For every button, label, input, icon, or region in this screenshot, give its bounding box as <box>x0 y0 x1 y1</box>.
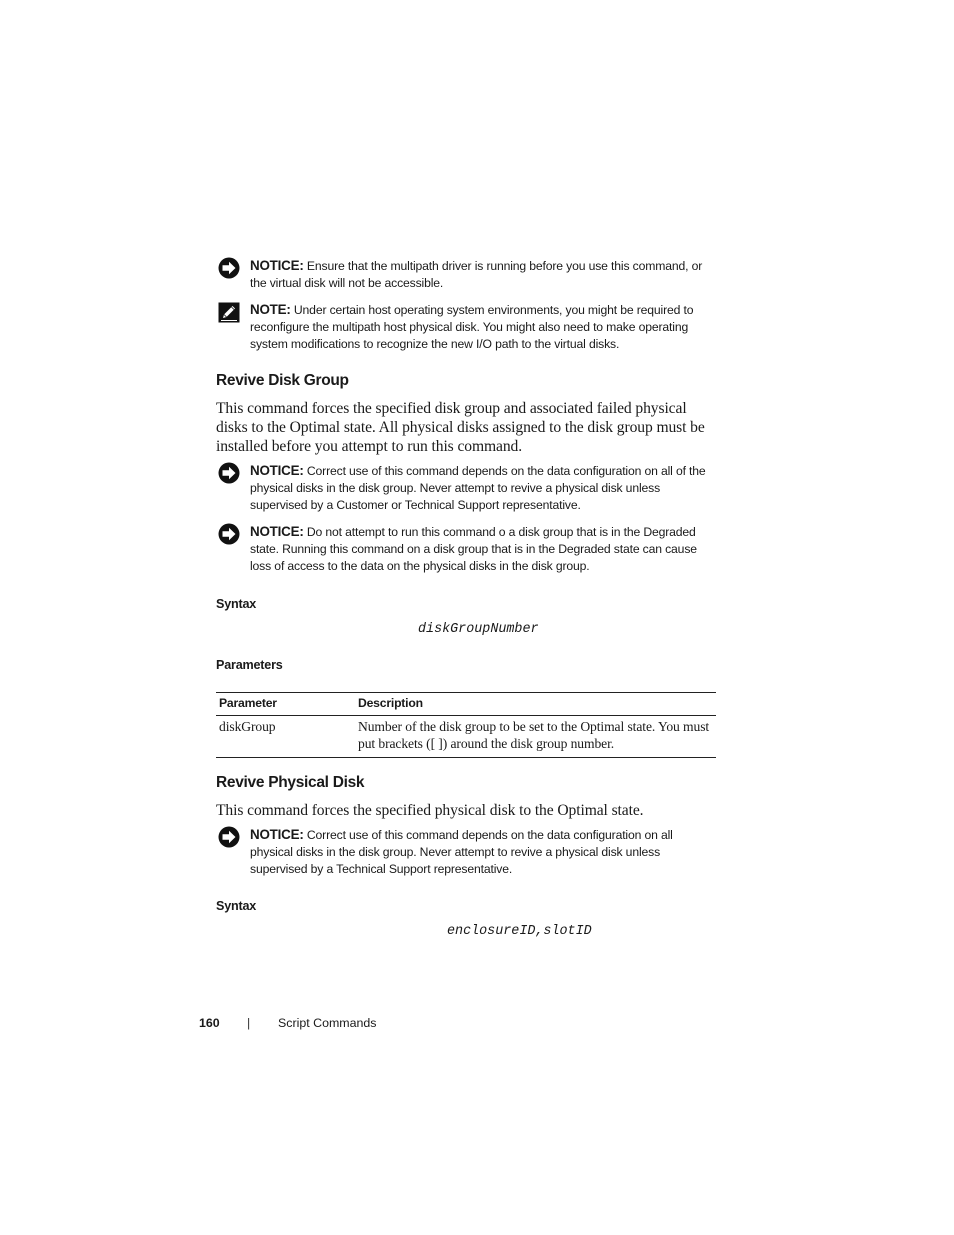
parameters-table <box>216 692 716 758</box>
section-title-revive-physical-disk: Revive Physical Disk <box>216 774 365 791</box>
footer-chapter: Script Commands <box>278 1016 377 1030</box>
notice-arrow-icon <box>218 257 240 279</box>
table-row <box>216 716 716 758</box>
notice-data-configuration <box>216 462 716 514</box>
pencil-note-icon <box>218 302 240 324</box>
table-cell-parameter: diskGroup <box>216 716 355 758</box>
notice-label: NOTICE: <box>250 524 304 539</box>
note-multipath-host <box>216 301 716 353</box>
notice-label: NOTICE: <box>250 827 304 842</box>
notice-label: NOTICE: <box>250 258 304 273</box>
column-header-parameter: Parameter <box>216 693 355 716</box>
notice-text: Correct use of this command depends on the data configuration on all of the physical disks in the disk group. Never attempt to revive a physical disk unless supervised by a Customer or Technical Support representative. <box>250 464 706 512</box>
notice-arrow-icon <box>218 462 240 484</box>
syntax-heading: Syntax <box>216 597 257 611</box>
section-body-revive-disk-group: This command forces the specified disk group and associated failed physical disks to the Optimal state. All physical disks assigned to the disk group must be installed before you attempt to run this command. <box>216 400 705 455</box>
notice-degraded-state <box>216 523 716 575</box>
table-cell-description: Number of the disk group to be set to the Optimal state. You must put brackets ([ ]) around the disk group number. <box>355 716 716 758</box>
section-body-revive-physical-disk: This command forces the specified physical disk to the Optimal state. <box>216 802 644 819</box>
note-text: Under certain host operating system environments, you might be required to reconfigure the multipath host physical disk. You might also need to make operating system modifications to recognize the new I/O path to the virtual disks. <box>250 303 694 351</box>
notice-label: NOTICE: <box>250 463 304 478</box>
section-title-revive-disk-group: Revive Disk Group <box>216 372 349 389</box>
notice-text: Correct use of this command depends on the data configuration on all physical disks in the disk group. Never attempt to revive a physical disk unless supervised by a Technical Support representative. <box>250 828 673 876</box>
notice-arrow-icon <box>218 523 240 545</box>
syntax-heading-physical-disk: Syntax <box>216 899 257 913</box>
notice-physical-disk-revive <box>216 826 716 878</box>
notice-text: Do not attempt to run this command o a disk group that is in the Degraded state. Running this command on a disk group that is in the Degraded state can cause loss of access to the data on the physical disks in the disk group. <box>250 525 697 573</box>
note-label: NOTE: <box>250 302 291 317</box>
footer-separator: | <box>247 1016 251 1030</box>
syntax-code: diskGroupNumber <box>418 622 539 637</box>
notice-multipath <box>216 257 716 292</box>
parameters-heading: Parameters <box>216 658 283 672</box>
column-header-description: Description <box>355 693 716 716</box>
notice-text: Ensure that the multipath driver is running before you use this command, or the virtual disk will not be accessible. <box>250 259 703 290</box>
notice-arrow-icon <box>218 826 240 848</box>
page-number: 160 <box>199 1016 220 1030</box>
table-header-row <box>216 693 716 716</box>
syntax-code-physical-disk: enclosureID,slotID <box>447 924 592 939</box>
